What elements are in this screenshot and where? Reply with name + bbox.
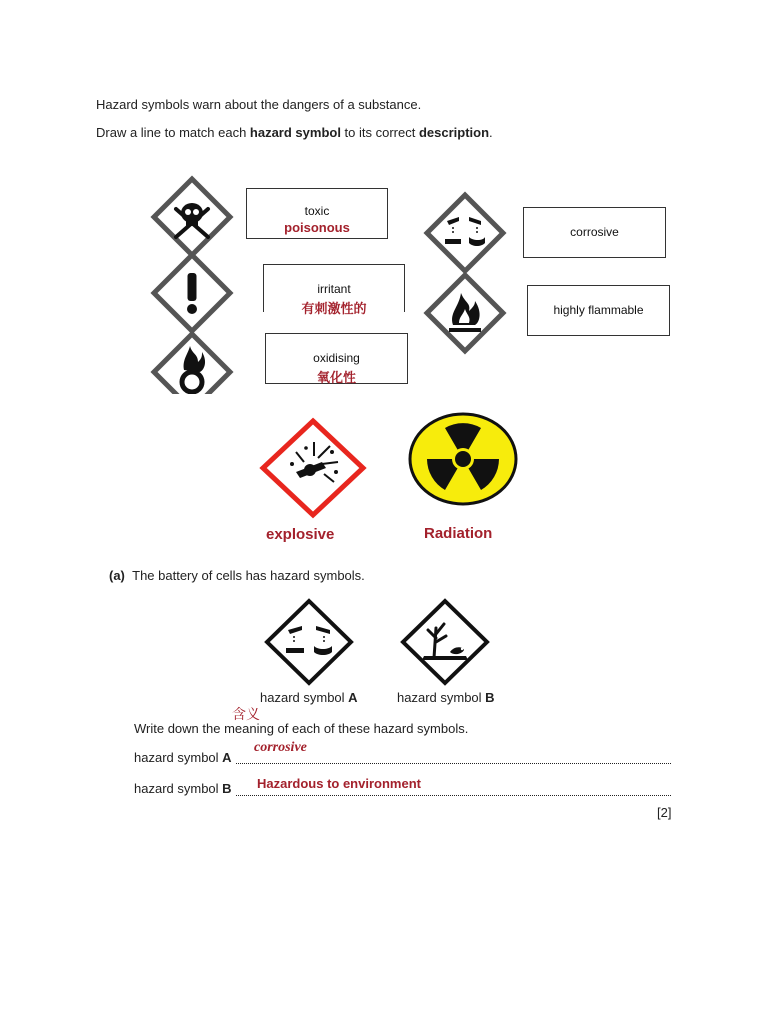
box-toxic-cn: poisonous (284, 220, 350, 235)
intro-bold-hazard-symbol: hazard symbol (249, 125, 341, 140)
box-toxic (246, 188, 388, 239)
row-hazard-symbol-a-label (134, 750, 232, 765)
oxidising-flame-icon (152, 332, 232, 394)
box-flammable (527, 285, 670, 336)
box-irritant (263, 264, 405, 316)
box-oxidising-cn: 氧化性 (316, 370, 356, 385)
answer-line-b[interactable] (236, 795, 671, 796)
intro-line-2 (96, 125, 493, 140)
question-part-label: (a) (109, 568, 125, 583)
radiation-icon (408, 412, 518, 506)
annotation-meaning-cn: 含义 (232, 706, 260, 722)
marks-label: [2] (657, 805, 672, 820)
explosive-label: explosive (266, 526, 335, 543)
exclamation-icon (152, 253, 232, 333)
caption-letter-b: B (485, 690, 495, 705)
instruction-text: Write down the meaning of each of these hazard symbols. (134, 721, 469, 736)
row-letter-a: A (222, 750, 232, 765)
caption-text: hazard symbol (260, 690, 349, 705)
toxic-skull-icon (152, 177, 232, 257)
caption-letter-a: A (348, 690, 358, 705)
hazard-symbol-b-caption (397, 690, 495, 705)
box-irritant-cn: 有刺激性的 (301, 301, 367, 316)
box-oxidising (265, 333, 408, 384)
box-corrosive (523, 207, 666, 258)
question-text: The battery of cells has hazard symbols. (132, 568, 365, 583)
hazard-symbol-a-caption (260, 690, 358, 705)
corrosive-icon (425, 193, 505, 273)
row-letter-b: B (222, 781, 232, 796)
flammable-flame-icon (425, 273, 505, 353)
answer-b-text: Hazardous to environment (257, 776, 421, 791)
hazard-symbol-b-environment-icon (400, 598, 490, 686)
intro-text: . (489, 125, 493, 140)
box-toxic-en: toxic (304, 204, 330, 218)
box-irritant-en: irritant (317, 282, 351, 296)
intro-text: Draw a line to match each (96, 125, 250, 140)
row-label-text: hazard symbol (134, 750, 223, 765)
row-hazard-symbol-b-label (134, 781, 232, 796)
hazard-symbol-a-corrosive-icon (264, 598, 354, 686)
intro-text: to its correct (340, 125, 419, 140)
box-flammable-en: highly flammable (553, 303, 644, 317)
box-corrosive-en: corrosive (570, 225, 619, 239)
intro-bold-description: description (418, 125, 490, 140)
answer-line-a[interactable] (236, 763, 671, 764)
question-a (109, 568, 365, 583)
answer-a-text: corrosive (254, 740, 307, 755)
explosive-icon (260, 418, 366, 518)
intro-line-1: Hazard symbols warn about the dangers of a substance. (96, 97, 422, 112)
caption-text: hazard symbol (397, 690, 486, 705)
radiation-label: Radiation (424, 525, 493, 542)
box-oxidising-en: oxidising (313, 351, 360, 365)
oxidising-symbol-crop (150, 330, 236, 394)
row-label-text: hazard symbol (134, 781, 223, 796)
